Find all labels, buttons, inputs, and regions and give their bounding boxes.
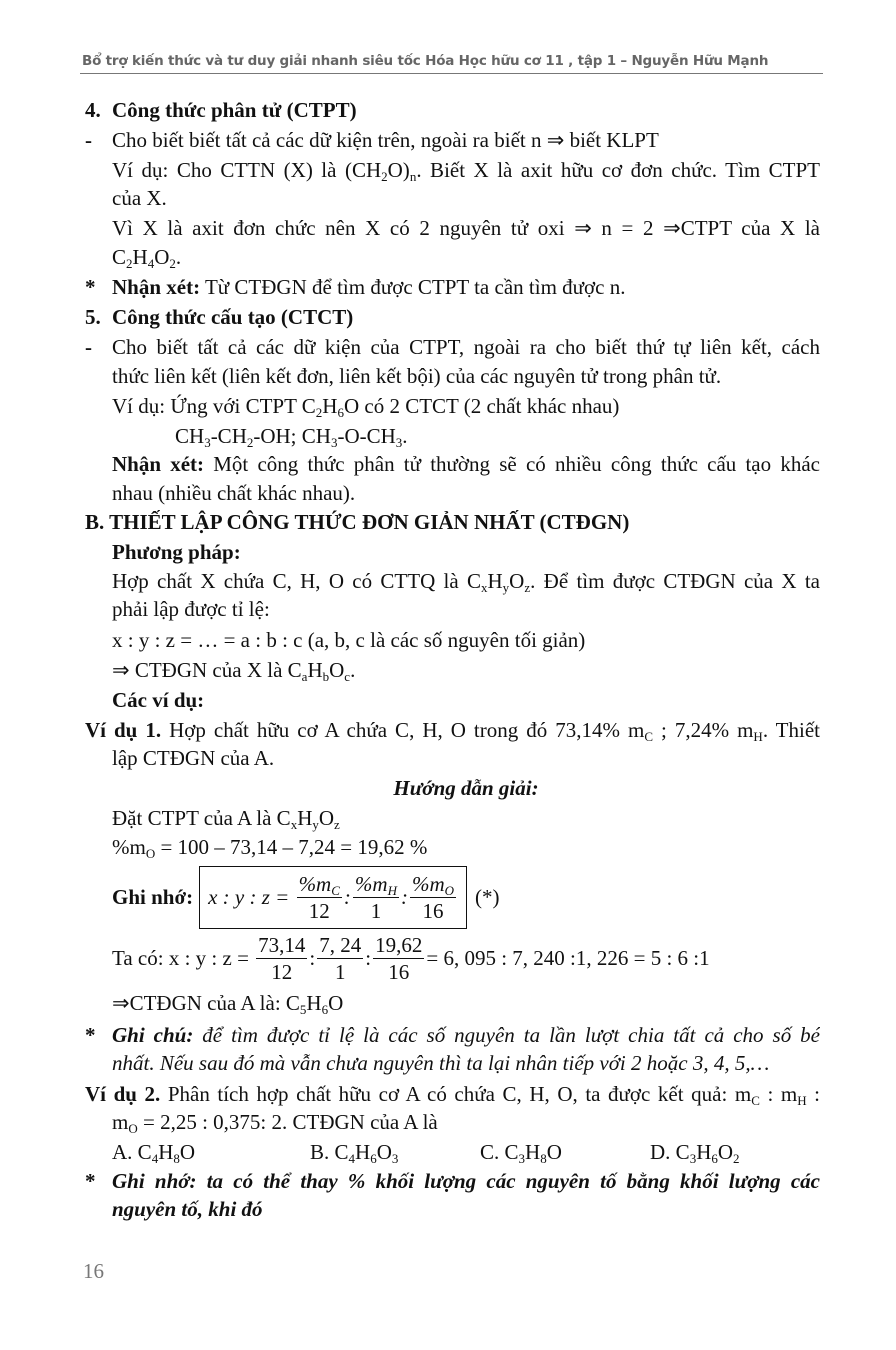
list-marker: - xyxy=(85,335,92,359)
text-line xyxy=(112,538,241,566)
text-run: H xyxy=(158,1140,174,1164)
text-run: O xyxy=(717,1140,734,1164)
text-run: . Thiết xyxy=(762,718,820,742)
text-run: n xyxy=(409,169,417,184)
text-run: 3 xyxy=(518,1151,526,1166)
text-run: a xyxy=(301,669,308,684)
text-run: của X. xyxy=(112,186,167,210)
text-run: y xyxy=(312,817,319,832)
text-run: O xyxy=(128,1121,138,1136)
text-run: 6 xyxy=(370,1151,377,1166)
text-line xyxy=(112,567,820,595)
text-run: : m xyxy=(759,1082,798,1106)
text-run: O xyxy=(318,806,335,830)
text-run: H xyxy=(487,569,503,593)
text-run: 4 xyxy=(147,256,155,271)
formula-note: (*) xyxy=(475,885,500,909)
text-line xyxy=(112,1049,769,1077)
text-run: O) xyxy=(387,158,410,182)
text-run: Ví dụ 1. xyxy=(85,718,162,742)
text-run: C xyxy=(644,729,653,744)
text-line xyxy=(112,273,625,301)
text-line xyxy=(112,744,274,772)
text-run: %m xyxy=(112,835,146,859)
text-line xyxy=(112,243,181,271)
text-run: ⇒ CTĐGN của X là C xyxy=(112,658,302,682)
text-run: H xyxy=(525,1140,541,1164)
text-run: H xyxy=(307,658,323,682)
text-run: ⇒CTĐGN của A là: C xyxy=(112,991,300,1015)
page-number: 16 xyxy=(83,1259,104,1283)
text-run: thức liên kết (liên kết đơn, liên kết bội) của các nguyên tử trong phân tử. xyxy=(112,364,722,388)
text-run: = 100 – 73,14 – 7,24 = 19,62 % xyxy=(155,835,428,859)
text-run: 2 xyxy=(733,1151,740,1166)
text-run: 3 xyxy=(330,435,338,450)
answer-option xyxy=(112,1138,195,1166)
text-run: 6 xyxy=(337,405,344,420)
list-marker: * xyxy=(85,275,96,299)
text-run: Cho biết tất cả các dữ kiện của CTPT, ngoài ra cho biết thứ tự liên kết, cách xyxy=(112,335,820,359)
text-line xyxy=(112,1021,820,1049)
text-run: H xyxy=(322,394,338,418)
formula-rhs: = 6, 095 : 7, 240 :1, 226 = 5 : 6 :1 xyxy=(426,946,710,970)
text-run: 6 xyxy=(711,1151,718,1166)
text-run: H xyxy=(696,1140,712,1164)
text-run: y xyxy=(502,580,510,595)
text-run: : xyxy=(806,1082,820,1106)
list-marker: * xyxy=(85,1169,96,1193)
text-run: ; 7,24% m xyxy=(653,718,754,742)
text-run: C xyxy=(751,1093,760,1108)
text-run: O xyxy=(546,1140,562,1164)
text-run: O xyxy=(509,569,525,593)
text-run: Ghi nhớ: ta có thể thay % khối lượng các nguyên tố bằng khối lượng các xyxy=(112,1169,820,1193)
text-line xyxy=(112,774,820,802)
text-run: c xyxy=(344,669,351,684)
text-run: nhất. Nếu sau đó mà vẫn chưa nguyên thì ta lại nhân tiếp với 2 hoặc 3, 4, 5,… xyxy=(112,1051,770,1075)
text-run: 2 xyxy=(381,169,388,184)
text-line xyxy=(112,184,167,212)
text-run: H xyxy=(306,991,322,1015)
text-line xyxy=(112,362,721,390)
text-line xyxy=(112,656,355,684)
text-run: Vì X là axit đơn chức nên X có 2 nguyên tử oxi ⇒ n = 2 ⇒CTPT của X là xyxy=(112,216,820,240)
text-line xyxy=(112,156,820,184)
text-line xyxy=(112,1195,263,1223)
fraction: $\frac{73,14}{12}$ xyxy=(258,933,306,984)
formula-remember xyxy=(112,866,500,929)
text-run: O xyxy=(329,658,345,682)
text-line xyxy=(112,626,585,654)
text-run: Phân tích hợp chất hữu cơ A có chứa C, H, O, ta được kết quả: m xyxy=(160,1082,752,1106)
list-marker: 5. xyxy=(85,305,101,329)
text-line xyxy=(112,833,427,861)
text-run: 2 xyxy=(126,256,133,271)
text-line xyxy=(112,479,355,507)
formula-lhs: x : y : z = xyxy=(208,885,290,909)
text-run: 3 xyxy=(689,1151,697,1166)
text-run: Nhận xét: xyxy=(112,275,201,299)
text-run: C xyxy=(112,245,127,269)
text-line xyxy=(112,1108,438,1136)
text-run: . Để tìm được CTĐGN của X ta xyxy=(530,569,820,593)
text-run: H xyxy=(297,806,313,830)
text-run: Công thức phân tử (CTPT) xyxy=(112,98,357,122)
text-run: Đặt CTPT của A là C xyxy=(112,806,291,830)
text-run: 4 xyxy=(151,1151,159,1166)
fraction: $\frac{\%m_O}{16}$ xyxy=(411,872,455,923)
text-run: O xyxy=(376,1140,392,1164)
text-run: x xyxy=(290,817,298,832)
formula-lhs: Ta có: x : y : z = xyxy=(112,946,249,970)
text-run: . Biết X là axit hữu cơ đơn chức. Tìm CTPT xyxy=(416,158,820,182)
text-run: Hướng dẫn giải: xyxy=(393,776,539,800)
text-run: 2 xyxy=(169,256,176,271)
formula-box: x : y : z = $\frac{\%m_C}{12}$ : $\frac{\%m_H}{1}$ : $\frac{\%m_O}{16}$ xyxy=(199,866,467,929)
text-run: Từ CTĐGN để tìm được CTPT ta cần tìm được n. xyxy=(200,275,626,299)
text-line xyxy=(112,214,820,242)
text-line xyxy=(112,686,204,714)
text-line xyxy=(112,450,820,478)
text-run: z xyxy=(524,580,531,595)
list-marker: * xyxy=(85,1023,96,1047)
text-run: -OH; CH xyxy=(253,424,331,448)
text-run: 3 xyxy=(391,1151,399,1166)
answer-option xyxy=(310,1138,398,1166)
text-run: . xyxy=(350,658,356,682)
text-run: 2 xyxy=(315,405,323,420)
text-run: O có 2 CTCT (2 chất khác nhau) xyxy=(343,394,620,418)
text-run: Ghi chú: xyxy=(112,1023,194,1047)
text-line xyxy=(112,989,343,1017)
text-run: CH xyxy=(175,424,205,448)
list-marker: 4. xyxy=(85,98,101,122)
answer-option xyxy=(650,1138,740,1166)
header-rule xyxy=(80,73,823,74)
text-run: 3 xyxy=(395,435,403,450)
text-run: Các ví dụ: xyxy=(112,688,205,712)
text-run: Ví dụ: Ứng với CTPT C xyxy=(112,394,316,418)
text-run: B. C xyxy=(310,1140,349,1164)
text-run: O xyxy=(328,991,344,1015)
text-run: Một công thức phân tử thường sẽ có nhiều công thức cấu tạo khác xyxy=(204,452,820,476)
text-line xyxy=(112,96,357,124)
text-run: nguyên tố, khi đó xyxy=(112,1197,263,1221)
text-run: x xyxy=(481,580,488,595)
text-run: -O-CH xyxy=(337,424,396,448)
text-run: C. C xyxy=(480,1140,519,1164)
text-run: H xyxy=(355,1140,371,1164)
text-run: O xyxy=(154,245,170,269)
text-run: 6 xyxy=(321,1002,329,1017)
text-line xyxy=(112,303,353,331)
text-run: Hợp chất X chứa C, H, O có CTTQ là C xyxy=(112,569,481,593)
text-run: phải lập được tỉ lệ: xyxy=(112,597,270,621)
text-line xyxy=(85,716,820,744)
answer-option xyxy=(480,1138,562,1166)
text-run: lập CTĐGN của A. xyxy=(112,746,275,770)
text-run: 5 xyxy=(299,1002,307,1017)
text-run: -CH xyxy=(210,424,247,448)
list-marker: - xyxy=(85,128,92,152)
text-run: Công thức cấu tạo (CTCT) xyxy=(112,305,354,329)
text-line xyxy=(175,422,408,450)
text-run: b xyxy=(322,669,330,684)
text-run: 4 xyxy=(348,1151,356,1166)
text-run: Nhận xét: xyxy=(112,452,205,476)
text-run: Hợp chất hữu cơ A chứa C, H, O trong đó 73,14% m xyxy=(161,718,645,742)
text-run: m xyxy=(112,1110,129,1134)
running-header: Bổ trợ kiến thức và tư duy giải nhanh siêu tốc Hóa Học hữu cơ 11 , tập 1 – Nguyễn Hữu Mạnh xyxy=(82,53,769,69)
text-line xyxy=(112,804,340,832)
text-line xyxy=(112,392,619,420)
text-run: nhau (nhiều chất khác nhau). xyxy=(112,481,356,505)
text-run: 8 xyxy=(540,1151,547,1166)
text-line xyxy=(112,126,659,154)
text-run: x : y : z = … = a : b : c (a, b, c là các số nguyên tối giản) xyxy=(112,628,586,652)
text-run: . xyxy=(175,245,182,269)
text-run: Ví dụ: Cho CTTN (X) là (CH xyxy=(112,158,382,182)
text-line xyxy=(112,1167,820,1195)
text-run: H xyxy=(753,729,763,744)
text-run: = 2,25 : 0,375: 2. CTĐGN của A là xyxy=(137,1110,438,1134)
text-run: Cho biết biết tất cả các dữ kiện trên, ngoài ra biết n ⇒ biết KLPT xyxy=(112,128,659,152)
text-line xyxy=(85,508,629,536)
text-run: 8 xyxy=(173,1151,180,1166)
text-line xyxy=(112,595,270,623)
text-run: 2 xyxy=(246,435,254,450)
text-run: B. THIẾT LẬP CÔNG THỨC ĐƠN GIẢN NHẤT (CTĐGN) xyxy=(85,510,630,534)
formula-label: Ghi nhớ: xyxy=(112,885,194,909)
text-line xyxy=(112,333,820,361)
text-run: Phương pháp: xyxy=(112,540,241,564)
text-run: H xyxy=(132,245,148,269)
text-run: A. C xyxy=(112,1140,152,1164)
text-run: O xyxy=(179,1140,196,1164)
text-run: để tìm được tỉ lệ là các số nguyên ta lần lượt chia tất cả cho số bé xyxy=(193,1023,820,1047)
text-run: 3 xyxy=(204,435,211,450)
text-run: D. C xyxy=(650,1140,690,1164)
text-run: O xyxy=(145,846,156,861)
fraction: $\frac{19,62}{16}$ xyxy=(375,933,423,984)
formula-computation: Ta có: x : y : z = $\frac{73,14}{12}$ : $\frac{7, 24}{1}$ : $\frac{19,62}{16}$ = 6, 095 : 7, 240 :1, 226 = 5 : 6 :1 xyxy=(112,933,710,984)
text-run: z xyxy=(334,817,340,832)
fraction: $\frac{7, 24}{1}$ xyxy=(319,933,362,984)
text-run: H xyxy=(797,1093,807,1108)
fraction: $\frac{\%m_H}{1}$ xyxy=(354,872,397,923)
fraction: $\frac{\%m_C}{12}$ xyxy=(298,872,340,923)
text-run: Ví dụ 2. xyxy=(85,1082,161,1106)
text-line xyxy=(85,1080,820,1108)
text-run: . xyxy=(402,424,408,448)
